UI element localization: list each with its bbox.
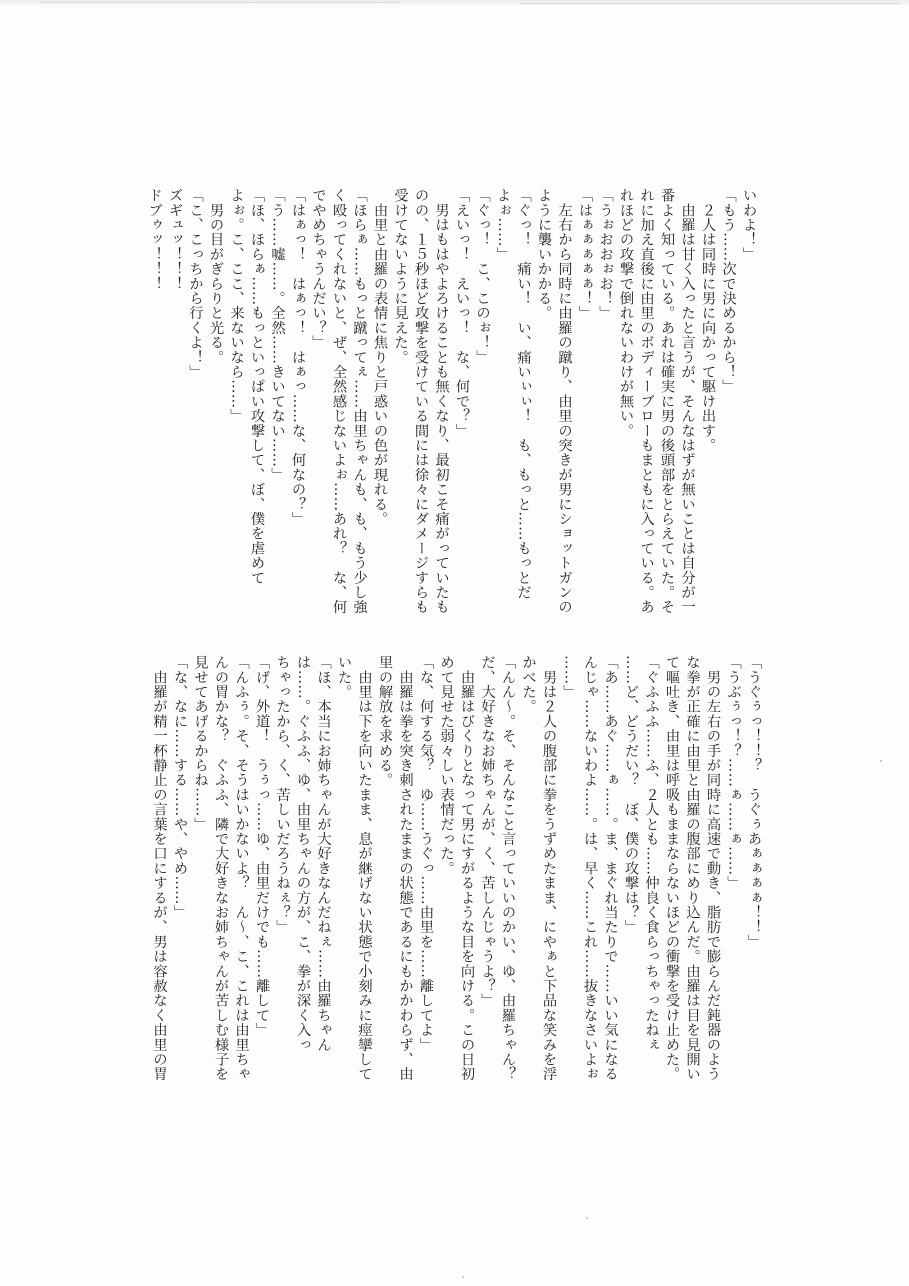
text-line: 男は２人の腹部に拳をうずめたまま、にやぁと下品な笑みを浮 [541,655,557,1082]
text-line: 「ほらぁ……もっと蹴ってぇ……由里ちゃんも、も、もう少し強 [351,188,368,615]
text-line: だ、大好きなお姉ちゃんが、く、苦しんじゃうよ？」 [479,655,496,1008]
text-line: 左右から同時に由羅の蹴り、由里の突きが男にショットガンの [556,188,573,615]
text-line: 由里と由羅の表情に焦りと戸惑いの色が現れる。 [372,188,388,527]
text-line: 「うぶぅっ！？……ぁ……ぁ……」 [725,655,742,891]
text-line: 「うぉおおぉお！」 [597,188,614,321]
text-line: でやめちゃうんだい？」 [310,188,327,350]
text-line: 「ほ、ほらぁ……もっといっぱい攻撃して、ぼ、僕を虐めて [249,188,265,585]
text-line: めて見せた弱々しい表情だった。 [438,655,455,876]
text-line: て嘔吐き、由里は呼吸もままならないほどの衝撃を受け止めた。 [664,655,680,1082]
text-line: 「もう……次で決めるから！」 [720,188,737,394]
scan-speck [880,760,882,762]
lower-text-block [149,655,764,1155]
text-line: 受けてないように見えた。 [392,188,409,365]
text-line: 「な、何する気？ ゆ……うぐっ……由里を……離してよ」 [418,655,434,1052]
text-line: 「んふぅ。そ、そうはいかないよ？ ん～、こ、これは由里ちゃ [233,655,250,1082]
text-line: 由羅が精一杯静止の言葉を口にするが、男は容赦なく由里の胃 [151,655,168,1082]
text-line: な拳が正確に由里と由羅の腹部にめり込んだ。由羅は目を見開い [684,655,701,1082]
text-line: よぉ……」 [495,188,511,262]
text-line: ２人は同時に男に向かって駆け出す。 [700,188,716,453]
text-line: く殴ってくれないと、ぜ、全然感じないよぉ……あれ？ な、何 [331,188,347,615]
text-line: 「ぐっ！ こ、このぉ！」 [474,188,491,365]
text-line: 「こ、こっちから行くよ！」 [187,188,204,380]
text-line: 「んん～。そ、そんなこと言っていいのかい、ゆ、由羅ちゃん？ [500,655,516,1082]
text-line: 由羅はびくりとなって男にすがるような目を向ける。この日初 [459,655,475,1082]
text-line: は……。ぐふふ、ゆ、由里ちゃんの方が、こ、拳が深く入っ [295,655,311,1052]
upper-text-block [144,188,759,658]
text-line: んの胃かな？ ぐふふ、隣で大好きなお姉ちゃんが苦しむ様子を [213,655,229,1082]
text-line: 「ぐふふふ……ふ、２人とも……仲良く食らっちゃったねぇ [643,655,660,1052]
text-line: いた。 [336,655,352,700]
text-line: ……」 [561,655,578,700]
text-line: よぉ。こ、ここ、来ないなら……」 [228,188,245,424]
text-line: ドブゥッ！！！ [146,188,163,291]
text-line: かべた。 [520,655,537,714]
text-line: のの、１５秒ほど攻撃を受けている間には徐々にダメージすらも [413,188,429,615]
scan-line-top-right [520,3,900,4]
text-line: 由羅は甘く入ったと言うが、そんなはずが無いことは自分が一 [679,188,696,615]
text-line: 「はぁっ！ はぁっ！ はぁっ……な、何なの？」 [290,188,306,527]
text-line: 由里は下を向いたまま、息が継げない状態で小刻みに痙攣して [356,655,373,1082]
text-line: ズギュッ！！！ [167,188,183,291]
text-line: 「げ、外道！ うぅっ……ゆ、由里だけでも……離して」 [254,655,270,1038]
text-line: 男の左右の手が同時に高速で動き、脂肪で膨らんだ鈍器のよう [705,655,721,1082]
text-line: 「えいっ！ えいっ！ な、何で？」 [454,188,470,438]
scan-speck [462,1276,464,1278]
text-line: 男はもはやよろけることも無くなり、最初こそ痛がっていたも [433,188,450,615]
text-line: 「うぐぅっ！！？ うぐぅあぁぁぁぁ！！」 [746,655,762,949]
text-line: 「な、なに……する……や、やめ……」 [172,655,188,920]
text-line: 「ほ、本当にお姉ちゃんが大好きなんだねぇ……由羅ちゃん [315,655,332,1052]
text-line: 「ぐっ！ 痛い！ い、痛いぃぃ！ も、もっと……もっとだ [515,188,532,600]
scan-speck [586,1217,588,1219]
text-line: 里の解放を求める。 [377,655,393,788]
text-line: ように襲いかかる。 [536,188,552,321]
text-line: 見せてあげるからね……」 [192,655,209,832]
text-line: れに加え直後に由里のボディーブローもまともに入っている。あ [638,188,655,615]
text-line: 男の目がぎらりと光る。 [208,188,224,365]
text-line: いわよ！」 [741,188,757,262]
text-line: 「はぁぁぁぁぁ！」 [577,188,593,321]
text-line: 由羅は拳を突き刺されたままの状態であるにもかかわらず、由 [397,655,414,1082]
text-line: ……ど、どうだい？ ぼ、僕の攻撃は？」 [623,655,639,935]
scan-line-top [40,2,400,3]
text-line: ちゃったから、く、苦しいだろうねぇ？」 [274,655,291,935]
text-line: れほどの攻撃で倒れないわけが無い。 [618,188,634,438]
text-line: んじゃ……ないわよ……。は、早く……これ……抜きなさいよぉ [582,655,598,1082]
text-line: 番よく知っている。あれは確実に男の後頭部をとらえていた。そ [659,188,675,615]
text-line: 「あ……あぐ……ぁ……。ま、まぐれ当たりで……いい気になる [602,655,619,1082]
text-line: 「う……嘘……。全然……きいてない……」 [269,188,286,482]
